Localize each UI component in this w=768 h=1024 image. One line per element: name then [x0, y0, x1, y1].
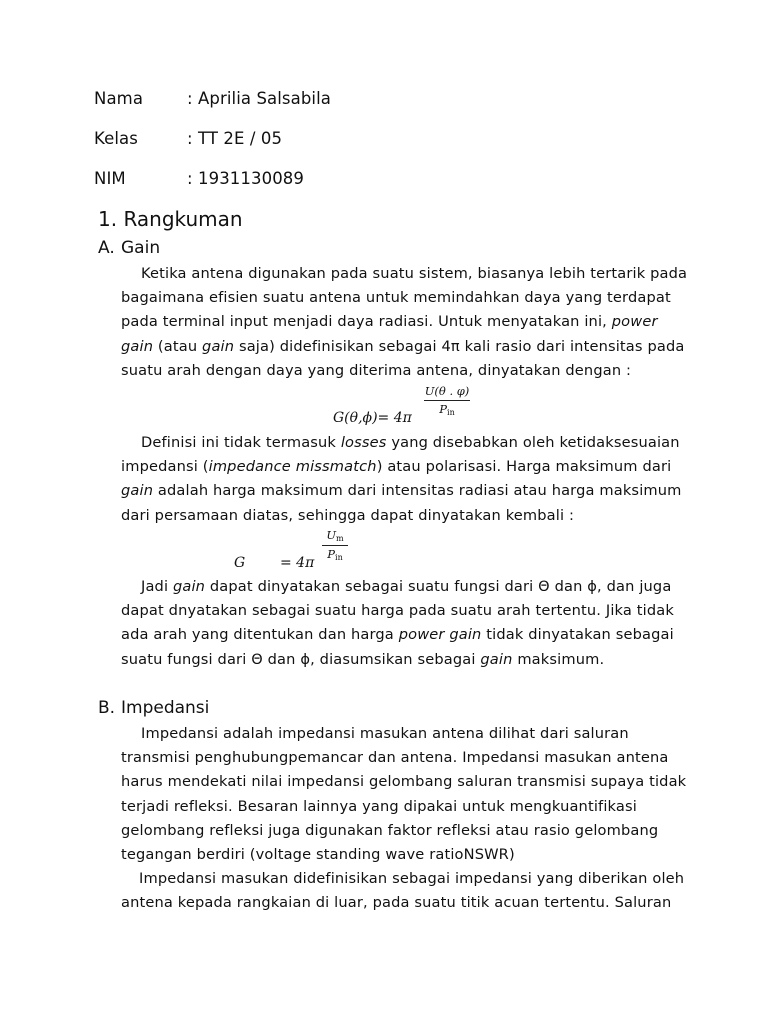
fraction-bar — [424, 400, 470, 401]
formula-1-numerator: U(θ . φ) — [424, 384, 470, 398]
section-b-letter: B. — [98, 698, 116, 718]
paragraph-line: Impedansi adalah impedansi masukan antena dilihat dari saluran — [141, 725, 629, 742]
paragraph-line: ada arah yang ditentukan dan harga power gain tidak dinyatakan sebagai — [121, 626, 674, 644]
formula-2-denominator: $P_{in}$ — [327, 547, 343, 562]
section-b-paragraph-1 — [121, 722, 687, 916]
fraction-bar — [322, 545, 348, 546]
section-a-paragraph-2 — [121, 431, 681, 528]
class-value: : TT 2E / 05 — [187, 129, 283, 148]
section-b-title: Impedansi — [121, 698, 210, 718]
formula-1-denominator: $P_{in}$ — [439, 402, 455, 417]
paragraph-line: terjadi refleksi. Besaran lainnya yang dipakai untuk mengkuantifikasi — [121, 797, 637, 815]
paragraph-line: tegangan berdiri (voltage standing wave ratioNSWR) — [121, 846, 515, 864]
class-label: Kelas — [94, 129, 138, 148]
formula-1-fraction — [424, 384, 470, 417]
section-a-letter: A. — [98, 238, 115, 258]
paragraph-line: suatu fungsi dari Θ dan ϕ, diasumsikan sebagai gain maksimum. — [121, 650, 605, 668]
formula-2-rhs: = 4π — [280, 555, 315, 571]
paragraph-line: dapat dnyatakan sebagai suatu harga pada suatu arah tertentu. Jika tidak — [121, 602, 674, 620]
paragraph-line: pada terminal input menjadi daya radiasi. Untuk menyatakan ini, power — [121, 313, 658, 331]
paragraph-line: Impedansi masukan didefinisikan sebagai impedansi yang diberikan oleh — [139, 870, 685, 888]
paragraph-line: suatu arah dengan daya yang diterima antena, dinyatakan dengan : — [121, 361, 632, 379]
name-value: : Aprilia Salsabila — [187, 89, 331, 108]
paragraph-line: gelombang refleksi juga digunakan faktor refleksi atau rasio gelombang — [121, 821, 659, 839]
paragraph-line: impedansi (impedance missmatch) atau polarisasi. Harga maksimum dari — [121, 458, 672, 476]
paragraph-line: dari persamaan diatas, sehingga dapat dinyatakan kembali : — [121, 506, 575, 524]
paragraph-line: Ketika antena digunakan pada suatu sistem, biasanya lebih tertarik pada — [141, 265, 688, 282]
paragraph-line: Jadi gain dapat dinyatakan sebagai suatu fungsi dari Θ dan ϕ, dan juga — [141, 578, 672, 595]
heading-rangkuman: 1. Rangkuman — [98, 207, 243, 231]
paragraph-line: antena kepada rangkaian di luar, pada suatu titik acuan tertentu. Saluran — [121, 894, 672, 912]
formula-1-lhs: G(θ,ϕ)= 4π — [333, 410, 412, 426]
paragraph-line: Definisi ini tidak termasuk losses yang disebabkan oleh ketidaksesuaian — [141, 434, 680, 451]
formula-2-lhs: G — [234, 555, 246, 571]
section-a-paragraph-1 — [121, 262, 688, 383]
nim-label: NIM — [94, 169, 126, 188]
paragraph-line: gain adalah harga maksimum dari intensitas radiasi atau harga maksimum — [121, 482, 682, 500]
nim-value: : 1931130089 — [187, 169, 304, 188]
formula-2-numerator: $U_m$ — [326, 528, 344, 543]
name-label: Nama — [94, 89, 144, 108]
paragraph-line: bagaimana efisien suatu antena untuk memindahkan daya yang terdapat — [121, 289, 671, 307]
section-a-title: Gain — [121, 238, 161, 258]
paragraph-line: harus mendekati nilai impedansi gelombang saluran transmisi supaya tidak — [121, 773, 687, 791]
paragraph-line: transmisi penghubungpemancar dan antena. Impedansi masukan antena — [121, 749, 669, 767]
section-a-paragraph-3 — [121, 575, 681, 672]
paragraph-line: gain (atau gain saja) didefinisikan sebagai 4π kali rasio dari intensitas pada — [121, 337, 685, 355]
formula-2-fraction — [322, 528, 348, 562]
